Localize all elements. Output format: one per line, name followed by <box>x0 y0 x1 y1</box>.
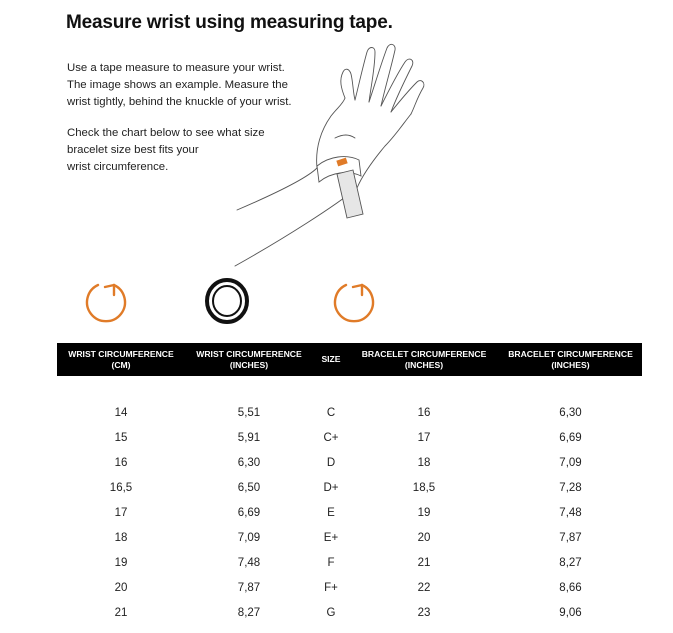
page-title: Measure wrist using measuring tape. <box>66 12 393 33</box>
cell-wrist-cm: 17 <box>114 506 128 519</box>
header-size: SIZE <box>321 354 341 364</box>
table-row <box>57 425 642 450</box>
rotate-arrow-icon <box>329 276 379 326</box>
cell-wrist-cm: 16,5 <box>109 481 133 494</box>
cell-wrist-cm: 18 <box>114 531 128 544</box>
hand-measuring-tape-illustration <box>225 38 485 278</box>
cell-wrist-inches: 8,27 <box>237 606 261 619</box>
instructions-line: wrist tightly, behind the knuckle of your wrist. <box>67 96 292 108</box>
cell-wrist-cm: 19 <box>114 556 128 569</box>
cell-size: C <box>326 406 336 419</box>
cell-wrist-inches: 5,91 <box>237 431 261 444</box>
cell-bracelet-inches-2: 7,87 <box>559 531 582 544</box>
cell-size: D+ <box>323 481 339 494</box>
cell-size: E+ <box>323 531 339 544</box>
instructions-line: The image shows an example. Measure the <box>67 79 288 91</box>
bracelet-ring-icon <box>203 276 251 326</box>
cell-bracelet-inches-2: 7,28 <box>559 481 582 494</box>
table-row <box>57 575 642 600</box>
cell-wrist-inches: 6,30 <box>237 456 261 469</box>
cell-size: G <box>326 606 336 619</box>
table-header <box>57 343 642 376</box>
header-wrist-inches: WRIST CIRCUMFERENCE (INCHES) <box>196 348 302 370</box>
cell-bracelet-inches: 18 <box>417 456 431 469</box>
header-bracelet-inches: BRACELET CIRCUMFERENCE (INCHES) <box>361 348 487 370</box>
cell-wrist-inches: 6,50 <box>237 481 261 494</box>
cell-bracelet-inches-2: 8,66 <box>559 581 582 594</box>
instructions-line: Use a tape measure to measure your wrist. <box>67 62 285 74</box>
cell-bracelet-inches: 23 <box>417 606 431 619</box>
table-row <box>57 550 642 575</box>
header-bracelet-inches-2: BRACELET CIRCUMFERENCE (INCHES) <box>508 348 633 370</box>
cell-bracelet-inches: 18,5 <box>412 481 436 494</box>
cell-bracelet-inches: 20 <box>417 531 431 544</box>
chart-hint-line: bracelet size best fits your <box>67 144 199 156</box>
cell-bracelet-inches-2: 7,48 <box>559 506 582 519</box>
cell-wrist-cm: 20 <box>114 581 128 594</box>
cell-bracelet-inches-2: 7,09 <box>559 456 582 469</box>
cell-wrist-inches: 7,09 <box>237 531 261 544</box>
table-row <box>57 450 642 475</box>
cell-bracelet-inches-2: 9,06 <box>559 606 582 619</box>
cell-wrist-inches: 6,69 <box>237 506 261 519</box>
chart-hint-line: Check the chart below to see what size <box>67 127 265 139</box>
table-body <box>57 400 642 625</box>
table-row <box>57 600 642 625</box>
cell-bracelet-inches: 16 <box>417 406 431 419</box>
cell-bracelet-inches-2: 6,30 <box>559 406 582 419</box>
cell-wrist-cm: 14 <box>114 406 128 419</box>
cell-bracelet-inches: 21 <box>417 556 431 569</box>
chart-hint-line: wrist circumference. <box>67 161 169 173</box>
size-chart-table <box>57 343 642 625</box>
cell-wrist-cm: 21 <box>114 606 128 619</box>
cell-wrist-cm: 16 <box>114 456 128 469</box>
cell-bracelet-inches-2: 6,69 <box>559 431 582 444</box>
cell-wrist-inches: 7,48 <box>237 556 261 569</box>
header-wrist-cm: WRIST CIRCUMFERENCE (CM) <box>68 348 174 370</box>
table-row <box>57 500 642 525</box>
cell-bracelet-inches: 19 <box>417 506 431 519</box>
cell-size: C+ <box>323 431 339 444</box>
table-row <box>57 525 642 550</box>
cell-wrist-inches: 5,51 <box>237 406 261 419</box>
cell-size: F+ <box>324 581 338 594</box>
cell-size: E <box>327 506 335 519</box>
cell-bracelet-inches: 22 <box>417 581 431 594</box>
table-row <box>57 475 642 500</box>
cell-wrist-inches: 7,87 <box>237 581 261 594</box>
cell-size: F <box>327 556 335 569</box>
cell-wrist-cm: 15 <box>114 431 128 444</box>
rotate-arrow-icon <box>81 276 131 326</box>
cell-size: D <box>326 456 336 469</box>
cell-bracelet-inches-2: 8,27 <box>559 556 582 569</box>
table-row <box>57 400 642 425</box>
cell-bracelet-inches: 17 <box>417 431 431 444</box>
